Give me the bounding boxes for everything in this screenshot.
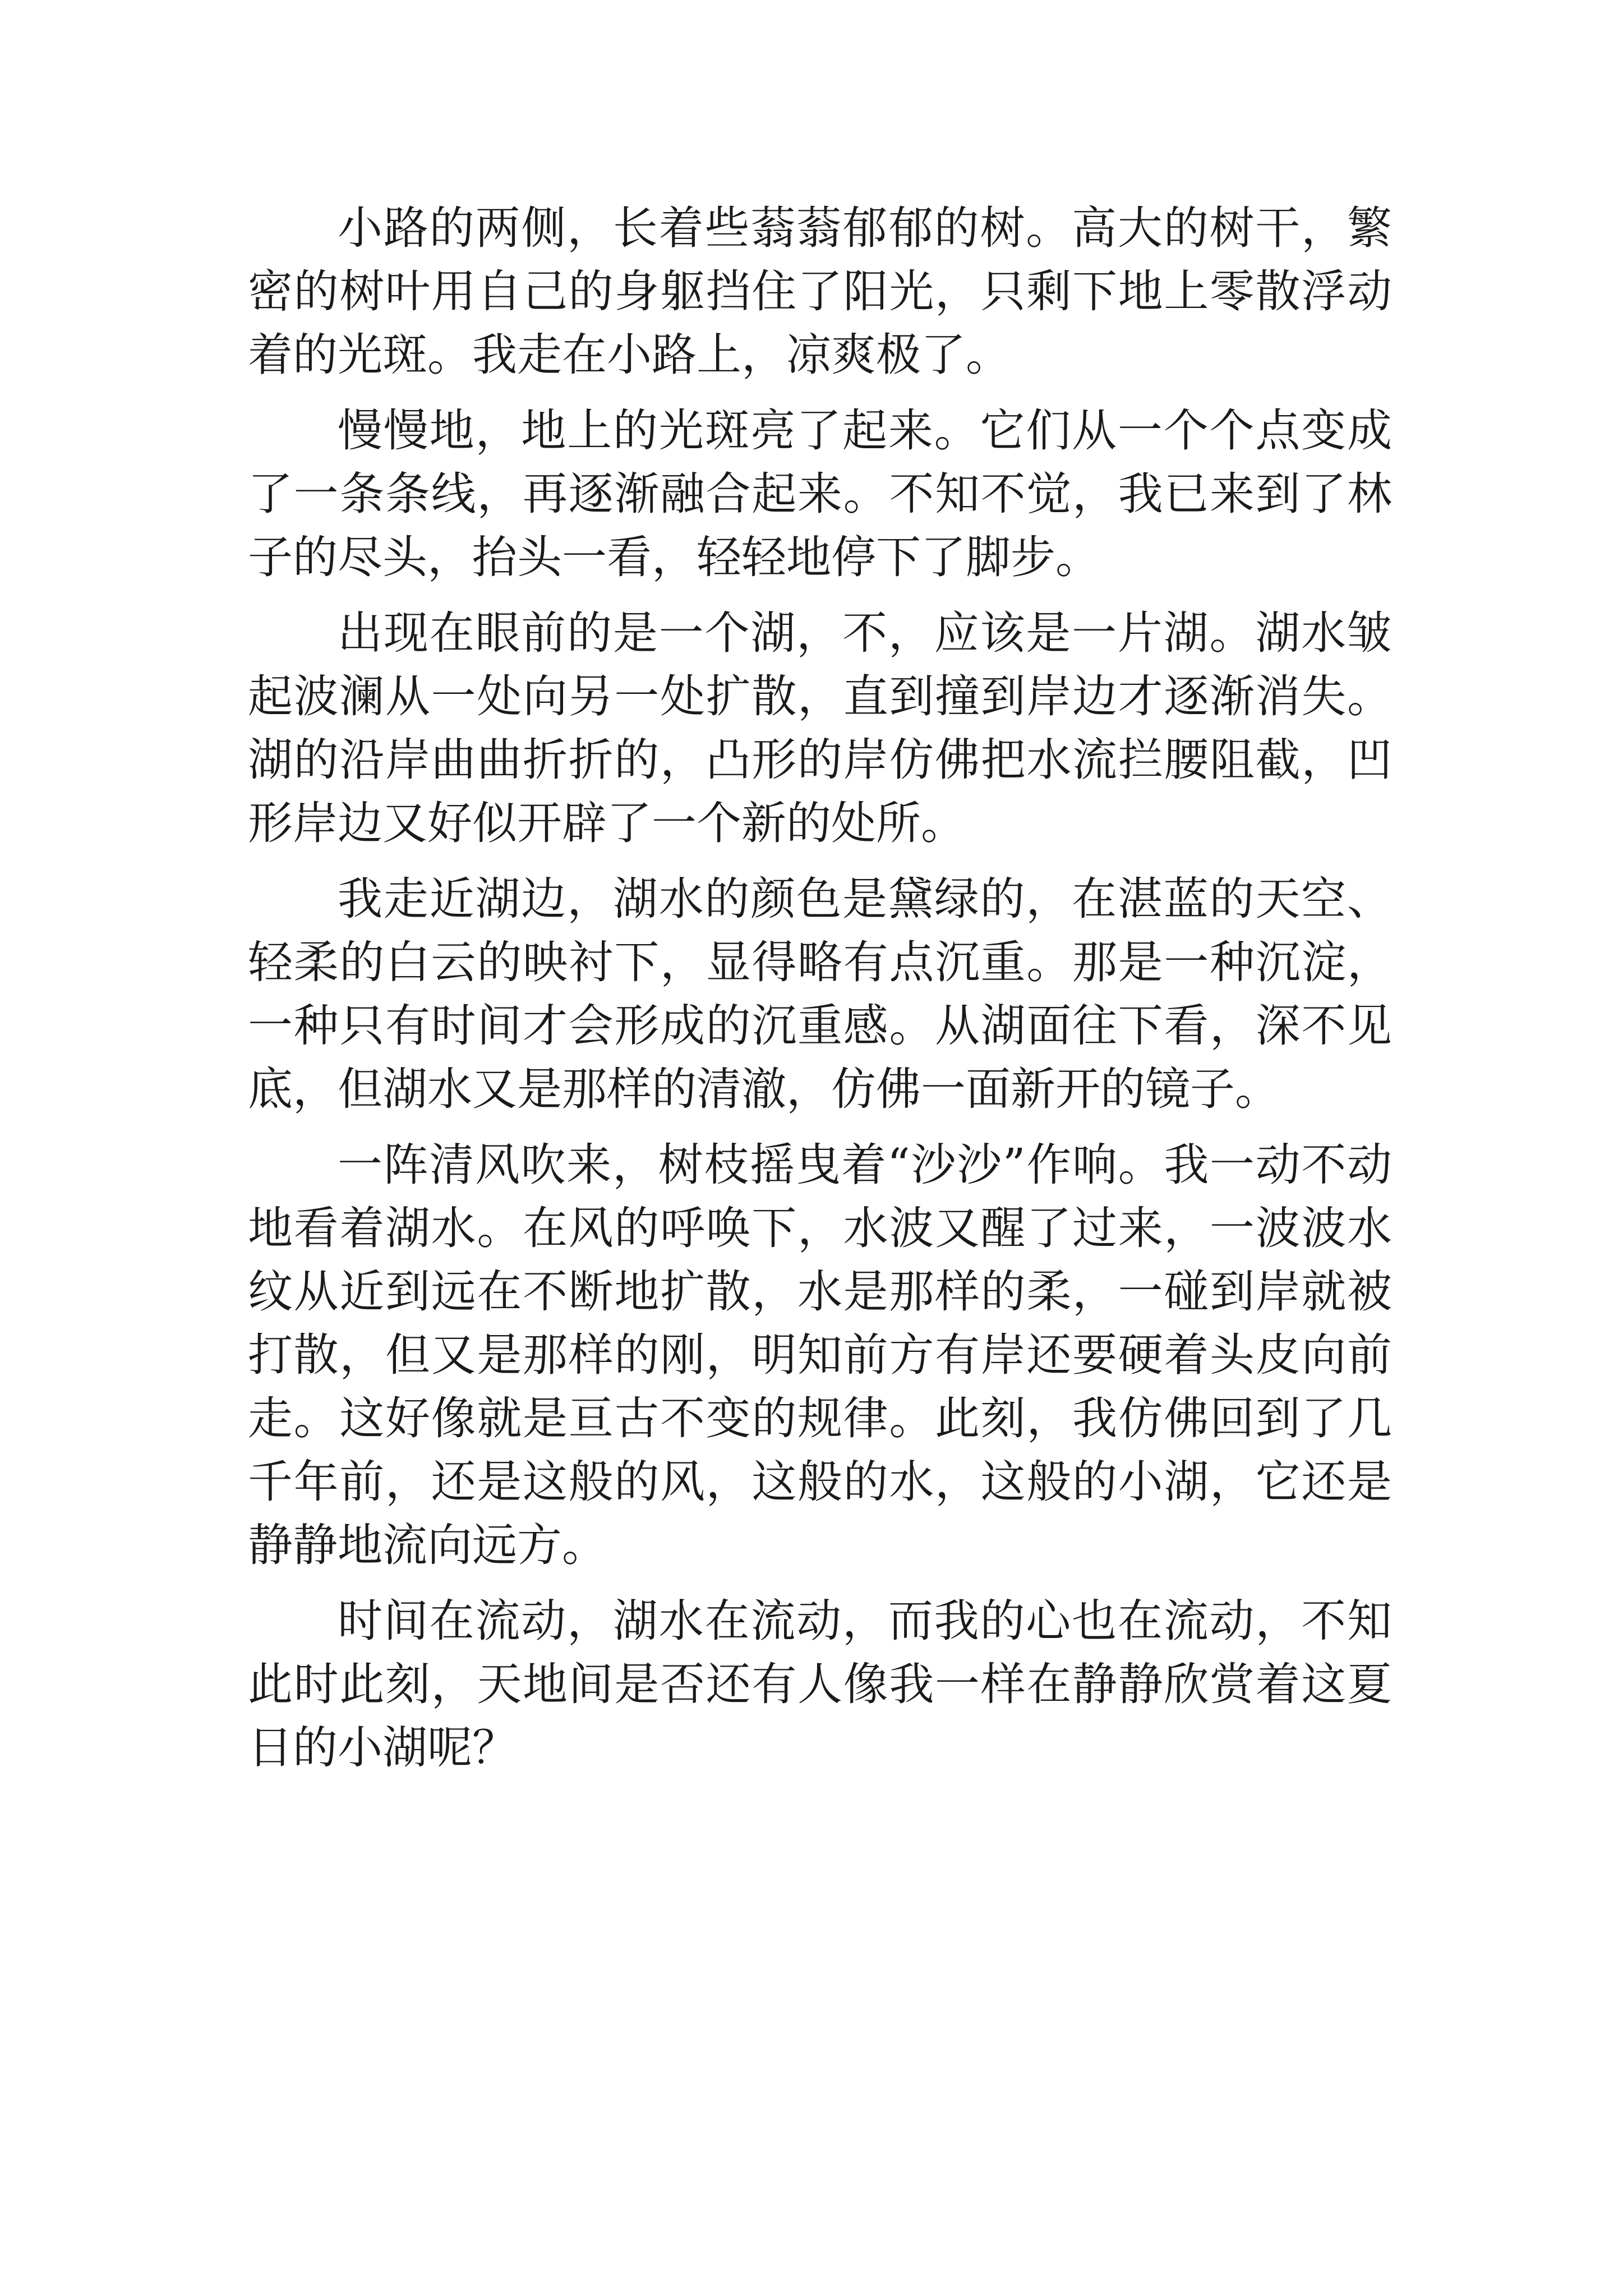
paragraph-3: 出现在眼前的是一个湖，不，应该是一片湖。湖水皱起波澜从一处向另一处扩散，直到撞到岸边才逐渐消失。湖的沿岸曲曲折折的，凸形的岸仿佛把水流拦腰阻截，凹形岸边又好似开辟了一个新的处所。 [248, 607, 1392, 849]
paragraph-2: 慢慢地，地上的光斑亮了起来。它们从一个个点变成了一条条线，再逐渐融合起来。不知不觉，我已来到了林子的尽头，抬头一看，轻轻地停下了脚步。 [248, 404, 1392, 583]
paragraph-4: 我走近湖边，湖水的颜色是黛绿的，在湛蓝的天空、轻柔的白云的映衬下，显得略有点沉重。那是一种沉淀，一种只有时间才会形成的沉重感。从湖面往下看，深不见底，但湖水又是那样的清澈，仿佛一面新开的镜子。 [248, 873, 1392, 1115]
paragraph-5: 一阵清风吹来，树枝摇曳着“沙沙”作响。我一动不动地看着湖水。在风的呼唤下，水波又醒了过来，一波波水纹从近到远在不断地扩散，水是那样的柔，一碰到岸就被打散，但又是那样的刚，明知前方有岸还要硬着头皮向前走。这好像就是亘古不变的规律。此刻，我仿佛回到了几千年前，还是这般的风，这般的水，这般的小湖，它还是静静地流向远方。 [248, 1139, 1392, 1571]
essay-body [248, 196, 1392, 1792]
paragraph-1: 小路的两侧，长着些蓊蓊郁郁的树。高大的树干，繁密的树叶用自己的身躯挡住了阳光，只剩下地上零散浮动着的光斑。我走在小路上，凉爽极了。 [248, 202, 1392, 381]
paragraph-6: 时间在流动，湖水在流动，而我的心也在流动，不知此时此刻，天地间是否还有人像我一样在静静欣赏着这夏日的小湖呢？ [248, 1595, 1392, 1774]
